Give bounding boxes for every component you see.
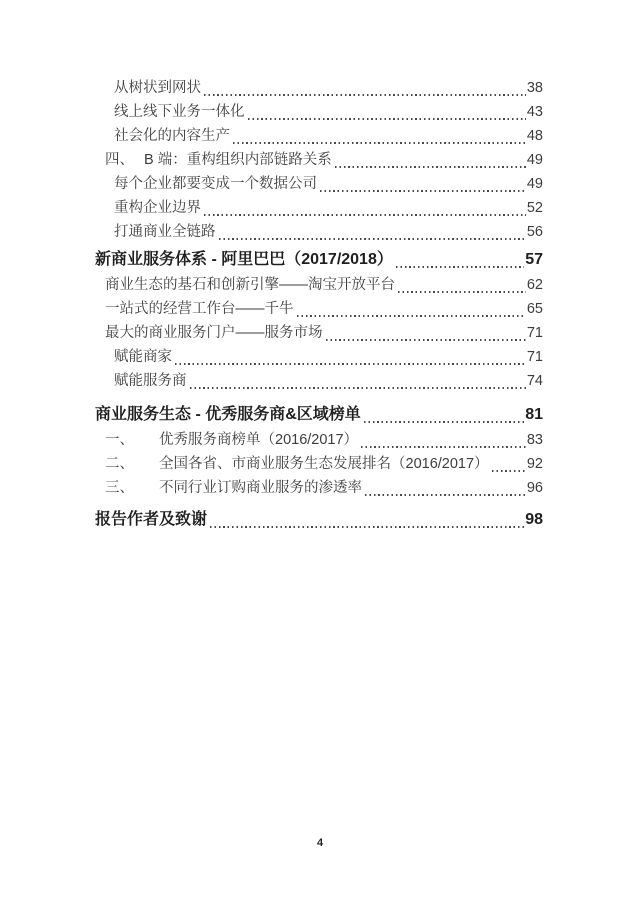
dot-leader bbox=[326, 339, 526, 341]
entry-page-number: 56 bbox=[526, 224, 543, 240]
entry-title: 报告作者及致谢 bbox=[95, 511, 208, 528]
entry-title: B 端：重构组织内部链路关系 bbox=[144, 152, 332, 168]
entry-title: 每个企业都要变成一个数据公司 bbox=[114, 176, 317, 192]
toc-section bbox=[95, 402, 543, 500]
entry-page-number: 74 bbox=[526, 373, 543, 389]
entry-title: 从树状到网状 bbox=[114, 80, 201, 96]
toc-entry[interactable] bbox=[95, 297, 543, 321]
entry-page-number: 38 bbox=[526, 80, 543, 96]
entry-number: 二、 bbox=[105, 456, 134, 472]
entry-title: 社会化的内容生产 bbox=[114, 128, 230, 144]
entry-title: 新商业服务体系 - 阿里巴巴（2017/2018） bbox=[95, 251, 393, 268]
dot-leader bbox=[204, 94, 526, 96]
entry-page-number: 49 bbox=[526, 152, 543, 168]
toc-entry[interactable] bbox=[95, 476, 543, 500]
toc-entry[interactable] bbox=[95, 100, 543, 124]
dot-leader bbox=[210, 526, 524, 528]
dot-leader bbox=[396, 266, 524, 268]
dot-leader bbox=[364, 421, 524, 423]
entry-title: 重构企业边界 bbox=[114, 200, 201, 216]
toc-section bbox=[95, 76, 543, 244]
entry-page-number: 48 bbox=[526, 128, 543, 144]
toc-entry[interactable] bbox=[95, 507, 543, 533]
toc-entry[interactable] bbox=[95, 321, 543, 345]
dot-leader bbox=[233, 142, 526, 144]
entry-page-number: 52 bbox=[526, 200, 543, 216]
toc-section bbox=[95, 507, 543, 533]
toc-entry[interactable] bbox=[95, 124, 543, 148]
entry-page-number: 62 bbox=[526, 277, 543, 293]
toc-entry[interactable] bbox=[95, 220, 543, 244]
entry-page-number: 65 bbox=[526, 301, 543, 317]
dot-leader bbox=[204, 214, 526, 216]
toc-entry[interactable] bbox=[95, 148, 543, 172]
entry-page-number: 96 bbox=[526, 480, 543, 496]
entry-title: 最大的商业服务门户——服务市场 bbox=[105, 325, 323, 341]
dot-leader bbox=[190, 387, 526, 389]
toc-entry[interactable] bbox=[95, 247, 543, 273]
dot-leader bbox=[297, 315, 526, 317]
toc-entry[interactable] bbox=[95, 452, 543, 476]
entry-page-number: 81 bbox=[525, 406, 543, 423]
entry-page-number: 71 bbox=[526, 325, 543, 341]
toc-entry[interactable] bbox=[95, 172, 543, 196]
entry-page-number: 83 bbox=[526, 432, 543, 448]
toc-entry[interactable] bbox=[95, 76, 543, 100]
entry-page-number: 71 bbox=[526, 349, 543, 365]
entry-page-number: 57 bbox=[525, 251, 543, 268]
entry-title: 赋能服务商 bbox=[114, 373, 187, 389]
entry-title: 打通商业全链路 bbox=[114, 224, 216, 240]
toc-entry[interactable] bbox=[95, 428, 543, 452]
dot-leader bbox=[219, 238, 526, 240]
dot-leader bbox=[365, 494, 526, 496]
entry-title: 线上线下业务一体化 bbox=[114, 104, 245, 120]
entry-page-number: 49 bbox=[526, 176, 543, 192]
entry-title: 赋能商家 bbox=[114, 349, 172, 365]
entry-page-number: 43 bbox=[526, 104, 543, 120]
dot-leader bbox=[361, 446, 526, 448]
entry-title: 一站式的经营工作台——千牛 bbox=[105, 301, 294, 317]
dot-leader bbox=[248, 118, 526, 120]
entry-page-number: 98 bbox=[525, 511, 543, 528]
toc-entry[interactable] bbox=[95, 369, 543, 393]
toc-entry[interactable] bbox=[95, 402, 543, 428]
entry-title: 优秀服务商榜单（2016/2017） bbox=[159, 432, 359, 448]
dot-leader bbox=[398, 291, 526, 293]
toc-entry[interactable] bbox=[95, 273, 543, 297]
toc-entry[interactable] bbox=[95, 196, 543, 220]
page-number: 4 bbox=[316, 837, 324, 849]
dot-leader bbox=[335, 166, 526, 168]
dot-leader bbox=[175, 363, 526, 365]
entry-number: 一、 bbox=[105, 432, 134, 448]
toc-section bbox=[95, 247, 543, 393]
dot-leader bbox=[492, 470, 526, 472]
dot-leader bbox=[320, 190, 526, 192]
entry-title: 商业服务生态 - 优秀服务商&区域榜单 bbox=[95, 406, 361, 423]
entry-number: 四、 bbox=[105, 152, 134, 168]
entry-title: 不同行业订购商业服务的渗透率 bbox=[159, 480, 362, 496]
page-footer bbox=[0, 837, 640, 849]
toc-entry[interactable] bbox=[95, 345, 543, 369]
entry-number: 三、 bbox=[105, 480, 134, 496]
entry-title: 商业生态的基石和创新引擎——淘宝开放平台 bbox=[105, 277, 395, 293]
entry-title: 全国各省、市商业服务生态发展排名（2016/2017） bbox=[159, 456, 489, 472]
table-of-contents bbox=[95, 76, 543, 533]
entry-page-number: 92 bbox=[526, 456, 543, 472]
